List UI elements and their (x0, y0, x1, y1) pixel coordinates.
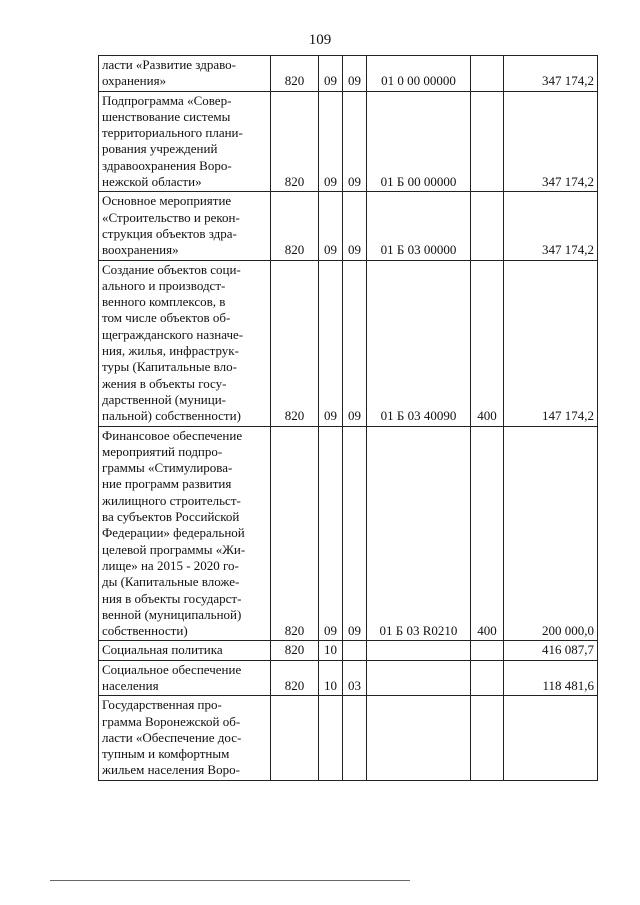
amount-cell: 347 174,2 (504, 56, 598, 92)
section-cell: 10 (319, 660, 343, 696)
expense-type-cell (471, 641, 504, 660)
target-article-cell: 01 Б 00 00000 (367, 91, 471, 192)
row-name-cell: ласти «Развитие здраво- охранения» (99, 56, 271, 92)
amount-cell: 347 174,2 (504, 91, 598, 192)
section-cell: 09 (319, 56, 343, 92)
department-code-cell: 820 (271, 192, 319, 260)
target-article-cell: 01 Б 03 R0210 (367, 426, 471, 641)
department-code-cell: 820 (271, 426, 319, 641)
amount-cell: 118 481,6 (504, 660, 598, 696)
table-row (99, 696, 598, 780)
page-number: 109 (308, 32, 332, 48)
budget-table (98, 55, 598, 781)
row-name-cell: Основное мероприятие «Строительство и рекон- струкция объектов здра- воохранения» (99, 192, 271, 260)
amount-cell: 200 000,0 (504, 426, 598, 641)
department-code-cell: 820 (271, 660, 319, 696)
target-article-cell (367, 696, 471, 780)
row-name-cell: Финансовое обеспечение мероприятий подпро- граммы «Стимулирова- ние программ развития жилищного строительст- ва субъектов Российской Федерации» федеральной целевой программы «Жи- лище» на 2015 - 2020 го- ды (Капитальные вложе- ния в объекты государст- венной (муниципальной) собственности) (99, 426, 271, 641)
footer-divider (50, 880, 410, 881)
expense-type-cell (471, 660, 504, 696)
row-name-cell: Социальное обеспечение населения (99, 660, 271, 696)
department-code-cell: 820 (271, 56, 319, 92)
section-cell: 09 (319, 426, 343, 641)
department-code-cell (271, 696, 319, 780)
target-article-cell: 01 Б 03 40090 (367, 260, 471, 426)
section-cell: 09 (319, 192, 343, 260)
amount-cell: 147 174,2 (504, 260, 598, 426)
expense-type-cell (471, 56, 504, 92)
table-row (99, 56, 598, 92)
department-code-cell: 820 (271, 91, 319, 192)
subsection-cell: 09 (343, 426, 367, 641)
department-code-cell: 820 (271, 641, 319, 660)
subsection-cell: 09 (343, 260, 367, 426)
expense-type-cell: 400 (471, 260, 504, 426)
amount-cell (504, 696, 598, 780)
target-article-cell (367, 660, 471, 696)
target-article-cell (367, 641, 471, 660)
amount-cell: 347 174,2 (504, 192, 598, 260)
table-body (99, 56, 598, 781)
table-row (99, 426, 598, 641)
table-row (99, 192, 598, 260)
table-row (99, 91, 598, 192)
subsection-cell (343, 641, 367, 660)
table-row (99, 641, 598, 660)
table-row (99, 660, 598, 696)
subsection-cell: 09 (343, 56, 367, 92)
expense-type-cell: 400 (471, 426, 504, 641)
subsection-cell: 09 (343, 192, 367, 260)
table-row (99, 260, 598, 426)
expense-type-cell (471, 192, 504, 260)
subsection-cell: 09 (343, 91, 367, 192)
row-name-cell: Подпрограмма «Совер- шенствование системы территориального плани- рования учреждений здравоохранения Воро- нежской области» (99, 91, 271, 192)
expense-type-cell (471, 91, 504, 192)
row-name-cell: Создание объектов соци- ального и производст- венного комплексов, в том числе объектов об- щегражданского назначе- ния, жилья, инфраструк- туры (Капитальные вло- жения в объекты госу- дарственной (муници- пальной) собственности) (99, 260, 271, 426)
subsection-cell (343, 696, 367, 780)
subsection-cell: 03 (343, 660, 367, 696)
section-cell (319, 696, 343, 780)
department-code-cell: 820 (271, 260, 319, 426)
section-cell: 09 (319, 260, 343, 426)
target-article-cell: 01 Б 03 00000 (367, 192, 471, 260)
target-article-cell: 01 0 00 00000 (367, 56, 471, 92)
row-name-cell: Социальная политика (99, 641, 271, 660)
section-cell: 09 (319, 91, 343, 192)
amount-cell: 416 087,7 (504, 641, 598, 660)
expense-type-cell (471, 696, 504, 780)
section-cell: 10 (319, 641, 343, 660)
row-name-cell: Государственная про- грамма Воронежской об- ласти «Обеспечение дос- тупным и комфортным жильем населения Воро- (99, 696, 271, 780)
